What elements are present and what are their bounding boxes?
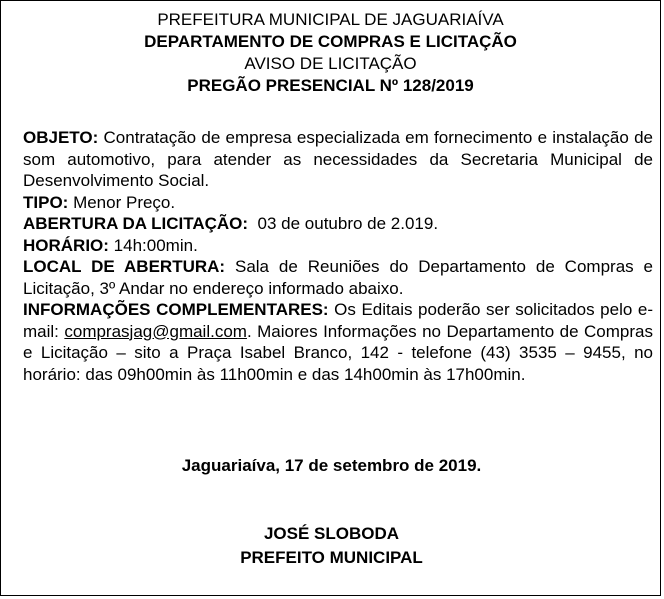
objeto-label: OBJETO: bbox=[23, 128, 99, 147]
local-text: Sala de Reuniões do Departamento de Compras e Licitação, 3º Andar no endereço informado abaixo. bbox=[23, 257, 653, 298]
local-label: LOCAL DE ABERTURA: bbox=[23, 257, 226, 276]
notice-body bbox=[23, 127, 653, 385]
objeto-paragraph bbox=[23, 127, 653, 192]
department-title: DEPARTAMENTO DE COMPRAS E LICITAÇÃO bbox=[144, 32, 517, 51]
horario-paragraph bbox=[23, 235, 653, 257]
local-paragraph bbox=[23, 256, 653, 299]
horario-text: 14h:00min. bbox=[108, 235, 198, 255]
date-line: Jaguariaíva, 17 de setembro de 2019. bbox=[181, 456, 482, 475]
tipo-label: TIPO: bbox=[23, 192, 69, 212]
notice-type: AVISO DE LICITAÇÃO bbox=[244, 54, 417, 73]
bid-number: PREGÃO PRESENCIAL Nº 128/2019 bbox=[187, 76, 474, 95]
horario-label: HORÁRIO: bbox=[23, 235, 109, 255]
abertura-label: ABERTURA DA LICITAÇÃO: bbox=[23, 214, 249, 233]
abertura-paragraph bbox=[23, 213, 653, 235]
informacoes-text-after: . Maiores Informações no Departamento de Compras e Licitação – sito a Praça Isabel Branco, 142 - telefone (43) 3535 – 9455, no horário: das 09h00min às 11h00min e das 14h00min às 17h00min. bbox=[23, 321, 653, 384]
informacoes-text-before: Os Editais poderão ser solicitados pelo e-mail: bbox=[23, 300, 653, 341]
signature-title: PREFEITO MUNICIPAL bbox=[240, 548, 423, 567]
signature-name: JOSÉ SLOBODA bbox=[263, 524, 400, 543]
objeto-text: Contratação de empresa especializada em fornecimento e instalação de som automotivo, para atender as necessidades da Secretaria Municipal de Desenvolvimento Social. bbox=[23, 128, 653, 190]
municipality-title: PREFEITURA MUNICIPAL DE JAGUARIAÍVA bbox=[157, 10, 504, 29]
abertura-text: 03 de outubro de 2.019. bbox=[248, 214, 439, 233]
notice-header bbox=[1, 9, 660, 97]
informacoes-label: INFORMAÇÕES COMPLEMENTARES: bbox=[23, 300, 329, 319]
tipo-paragraph bbox=[23, 192, 653, 214]
email-link[interactable]: comprasjag@gmail.com bbox=[64, 321, 247, 341]
informacoes-paragraph bbox=[23, 299, 653, 385]
tipo-text: Menor Preço. bbox=[68, 192, 176, 212]
